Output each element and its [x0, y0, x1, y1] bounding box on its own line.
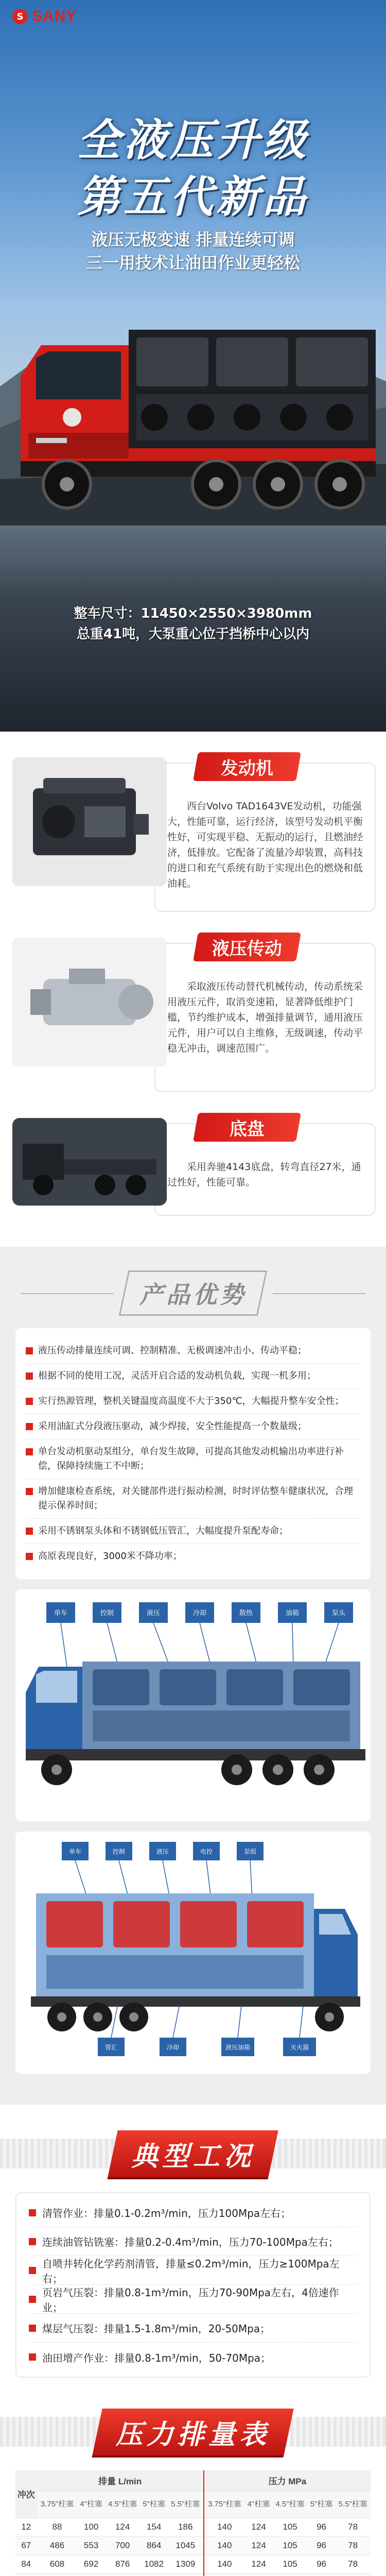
list-item: 页岩气压裂：排量0.8-1m³/min，压力70-90Mpa左右，4倍速作业； — [29, 2285, 357, 2314]
diagram-label: 管汇 — [104, 2044, 118, 2051]
table-cell: 140 — [204, 2536, 245, 2555]
plunger-size-header: 5"柱塞 — [308, 2491, 335, 2518]
table-cell: 700 — [105, 2536, 141, 2555]
list-item: 增加健康检查系统，对关键部件进行振动检测，时时评估整车健康状况，合理提示保养时间； — [26, 1479, 360, 1519]
hero-title-line1: 全液压升级 — [77, 115, 309, 165]
table-cell — [77, 2573, 104, 2576]
diagram-label: 油箱 — [285, 1609, 300, 1617]
typical-list — [15, 2192, 371, 2378]
plunger-size-header: 3.75"柱塞 — [37, 2491, 78, 2518]
typical-conditions-section — [0, 2105, 386, 2398]
table-row — [15, 2573, 371, 2576]
square-bullet-icon — [29, 2325, 36, 2332]
advantages-header — [0, 1267, 386, 1319]
plunger-size-header: 5"柱塞 — [140, 2491, 167, 2518]
table-cell: 154 — [140, 2518, 167, 2536]
square-bullet-icon — [29, 2267, 36, 2274]
table-cell: 140 — [204, 2518, 245, 2536]
table-cell: 88 — [37, 2518, 78, 2536]
plunger-size-header: 4"柱塞 — [245, 2491, 272, 2518]
plunger-size-header: 4"柱塞 — [77, 2491, 104, 2518]
table-cell: 124 — [105, 2518, 141, 2536]
table-cell: 67 — [15, 2536, 37, 2555]
plunger-size-header: 5.5"柱塞 — [335, 2491, 371, 2518]
table-cell: 1309 — [168, 2555, 204, 2573]
advantages-list — [15, 1328, 371, 1579]
section-title: 产品优势 — [119, 1270, 268, 1316]
section-title: 压力排量表 — [92, 2409, 293, 2455]
table-cell — [335, 2573, 371, 2576]
table-cell: 96 — [308, 2518, 335, 2536]
diagram-label: 单车 — [54, 1609, 68, 1617]
table-cell: 124 — [245, 2555, 272, 2573]
diagram-label: 散热 — [239, 1609, 253, 1617]
table-cell: 96 — [308, 2555, 335, 2573]
table-cell: 12 — [15, 2518, 37, 2536]
table-cell: 78 — [335, 2555, 371, 2573]
table-cell: 105 — [272, 2555, 308, 2573]
table-cell: 124 — [245, 2518, 272, 2536]
feature-desc-engine: 西台Volvo TAD1643VE发动机，功能强大，性能可靠，运行经济，该型号发动机平衡性好，可实现平稳、无振动的运行，且燃油经济，低排放。它配备了流量冷却装置，高科技的进口和充气系统有助于实现出色的燃烧和低油耗。 — [167, 801, 363, 889]
list-item: 液压传动排量连续可调、控制精准、无极调速冲击小、传动平稳； — [26, 1338, 360, 1364]
list-item: 清管作业：排量0.1-0.2m³/min，压力100Mpa左右； — [29, 2198, 357, 2227]
table-cell: 100 — [77, 2518, 104, 2536]
diagram-label: 液压油箱 — [225, 2044, 251, 2051]
table-cell: 105 — [272, 2518, 308, 2536]
table-cell: 186 — [168, 2518, 204, 2536]
feature-desc-hydraulic: 采取液压传动替代机械传动，传动系统采用液压元件，取消变速箱，显著降低维护门槛，节约维护成本，增强排量调节，通用液压元件，用户可以自主维修，无级调速，传动平稳无冲击，调速范围广。 — [167, 981, 363, 1054]
hero-title-line2: 第五代新品 — [77, 172, 309, 222]
table-cell — [37, 2573, 78, 2576]
chassis-image — [12, 1118, 167, 1206]
table-row — [15, 2555, 371, 2573]
table-cell — [105, 2573, 141, 2576]
diagram-label: 灭火器 — [290, 2044, 309, 2051]
section-title: 典型工况 — [108, 2130, 278, 2177]
list-item: 油田增产作业：排量0.8-1m³/min，50-70Mpa； — [29, 2343, 357, 2371]
diagram-label: 泵组 — [243, 1848, 257, 1855]
table-body — [15, 2518, 371, 2576]
pressure-table-section — [0, 2398, 386, 2576]
fracturing-truck-image — [0, 289, 386, 556]
sany-logo-icon: S — [12, 9, 28, 24]
plunger-size-header: 4.5"柱塞 — [272, 2491, 308, 2518]
feature-tag-engine: 发动机 — [193, 752, 301, 781]
table-sub-header — [15, 2491, 371, 2518]
feature-engine — [0, 752, 386, 927]
brand-name: SANY — [32, 8, 77, 25]
column-group-header: 压力 MPa — [204, 2470, 371, 2491]
divider — [21, 1293, 113, 1294]
table-cell: 78 — [335, 2536, 371, 2555]
list-item: 煤层气压裂：排量1.5-1.8m³/min，20-50Mpa； — [29, 2314, 357, 2343]
table-row — [15, 2536, 371, 2555]
square-bullet-icon — [26, 1528, 33, 1535]
table-cell — [272, 2573, 308, 2576]
hero-banner — [0, 0, 386, 732]
table-cell: 105 — [272, 2536, 308, 2555]
square-bullet-icon — [29, 2209, 36, 2216]
table-cell: 608 — [37, 2555, 78, 2573]
list-item: 连续油管钻铣塞：排量0.2-0.4m³/min，压力70-100Mpa左右； — [29, 2227, 357, 2256]
truck-layout-diagram-1 — [15, 1589, 371, 1821]
plunger-size-header: 5.5"柱塞 — [168, 2491, 204, 2518]
table-cell — [168, 2573, 204, 2576]
diagram-label: 泵头 — [331, 1609, 346, 1617]
feature-tag-chassis: 底盘 — [193, 1113, 301, 1142]
truck-layout-diagram-2 — [15, 1832, 371, 2074]
feature-hydraulic — [0, 933, 386, 1108]
truck-dimensions: 整车尺寸：11450×2550×3980mm — [74, 606, 312, 621]
diagram-label: 控制 — [100, 1609, 114, 1617]
diagram-label: 控制 — [112, 1848, 126, 1855]
table-cell: 140 — [204, 2555, 245, 2573]
typical-header — [0, 2125, 386, 2182]
engine-image — [12, 757, 167, 886]
plunger-size-header: 3.75"柱塞 — [204, 2491, 245, 2518]
hero-subtitle-line2: 三一用技术让油田作业更轻松 — [85, 253, 300, 273]
table-cell — [204, 2573, 245, 2576]
column-header: 冲次 — [15, 2470, 37, 2518]
diagram-label: 液压 — [156, 1848, 169, 1855]
square-bullet-icon — [29, 2353, 36, 2361]
square-bullet-icon — [26, 1372, 33, 1380]
table-row — [15, 2518, 371, 2536]
table-cell: 864 — [140, 2536, 167, 2555]
square-bullet-icon — [26, 1347, 33, 1354]
truck-weight-note: 总重41吨，大泵重心位于挡桥中心以内 — [76, 626, 310, 642]
hydraulic-pump-image — [12, 938, 167, 1066]
table-cell: 1045 — [168, 2536, 204, 2555]
table-cell: 486 — [37, 2536, 78, 2555]
pressure-header — [0, 2403, 386, 2460]
table-cell — [140, 2573, 167, 2576]
divider — [273, 1293, 365, 1294]
table-cell — [308, 2573, 335, 2576]
square-bullet-icon — [29, 2296, 36, 2303]
advantages-section — [0, 1247, 386, 2105]
square-bullet-icon — [26, 1488, 33, 1495]
list-item: 高原表现良好，3000米不降功率； — [26, 1544, 360, 1569]
feature-tag-hydraulic: 液压传动 — [193, 933, 301, 961]
plunger-size-header: 4.5"柱塞 — [105, 2491, 141, 2518]
diagram-label: 电控 — [200, 1848, 213, 1855]
square-bullet-icon — [26, 1553, 33, 1560]
list-item: 单台发动机驱动泵组分，单台发生故障，可提高其他发动机输出功率进行补偿，保障持续施工不中断； — [26, 1439, 360, 1479]
table-cell: 876 — [105, 2555, 141, 2573]
table-cell: 692 — [77, 2555, 104, 2573]
table-cell: 78 — [335, 2518, 371, 2536]
feature-chassis — [0, 1113, 386, 1231]
list-item: 实行热源管理，整机关键温度高温度不大于350℃，大幅提升整车安全性； — [26, 1389, 360, 1414]
diagram-label: 单车 — [68, 1848, 82, 1855]
square-bullet-icon — [29, 2238, 36, 2245]
list-item: 自喷井转化化学药剂清管，排量≤0.2m³/min，压力≥100Mpa左右； — [29, 2256, 357, 2285]
column-group-header: 排量 L/min — [37, 2470, 204, 2491]
table-cell — [15, 2573, 37, 2576]
table-cell — [245, 2573, 272, 2576]
list-item: 采用不锈钢泵头体和不锈钢低压管汇，大幅度提升泵配寿命； — [26, 1519, 360, 1544]
diagram-label: 液压 — [146, 1609, 161, 1617]
table-cell: 1082 — [140, 2555, 167, 2573]
square-bullet-icon — [26, 1398, 33, 1405]
table-cell: 84 — [15, 2555, 37, 2573]
feature-section — [0, 732, 386, 1247]
table-cell: 553 — [77, 2536, 104, 2555]
diagram-label: 冷却 — [192, 1609, 207, 1617]
square-bullet-icon — [26, 1423, 33, 1430]
feature-desc-chassis: 采用奔驰4143底盘，转弯直径27米，通过性好，性能可靠。 — [167, 1161, 361, 1188]
list-item: 采用油缸式分段液压驱动，减少焊接，安全性能提高一个数量级； — [26, 1414, 360, 1439]
list-item: 根据不同的使用工况，灵活开启合适的发动机负载，实现一机多用； — [26, 1364, 360, 1389]
sany-logo — [12, 8, 77, 25]
table-cell: 96 — [308, 2536, 335, 2555]
table-cell: 124 — [245, 2536, 272, 2555]
hero-subtitle-line1: 液压无极变速 排量连续可调 — [91, 230, 295, 249]
diagram-label: 冷却 — [166, 2044, 180, 2051]
table-group-header — [15, 2470, 371, 2491]
top-bar — [0, 0, 386, 33]
pressure-displacement-table — [15, 2470, 371, 2576]
square-bullet-icon — [26, 1448, 33, 1455]
